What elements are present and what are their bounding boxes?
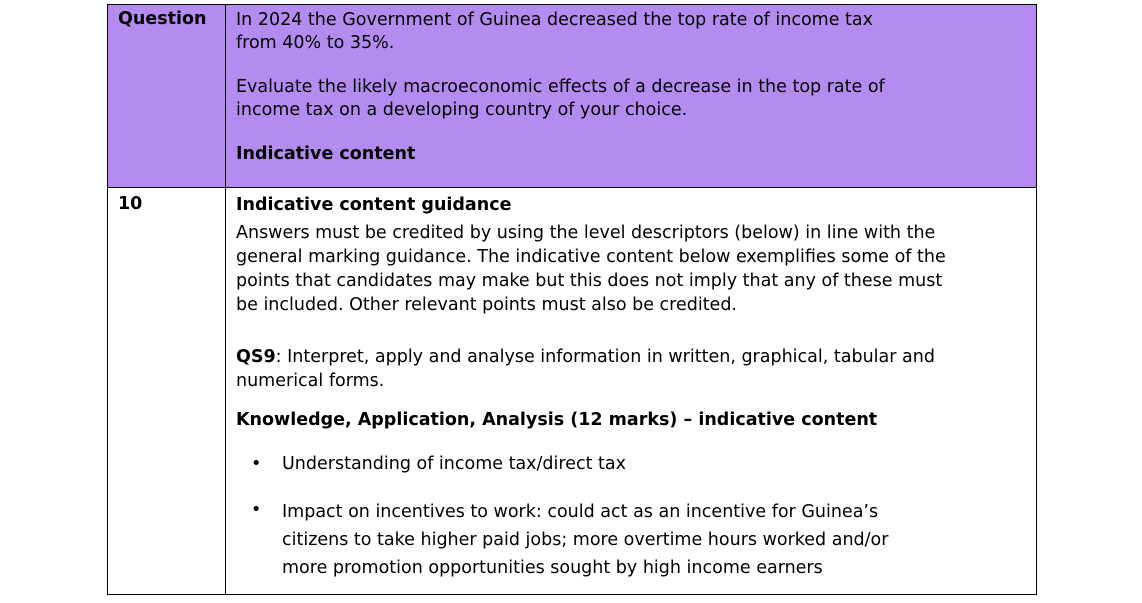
list-item <box>236 452 1026 477</box>
guidance-line-4: be included. Other relevant points must also be credited. <box>236 294 737 315</box>
bullet-text-line-2: citizens to take higher paid jobs; more overtime hours worked and/or <box>282 529 889 550</box>
kaa-heading: Knowledge, Application, Analysis (12 marks) – indicative content <box>236 409 878 430</box>
guidance-heading: Indicative content guidance <box>236 195 512 215</box>
question-text-line-1: In 2024 the Government of Guinea decreased the top rate of income tax <box>236 10 873 30</box>
question-label: Question <box>108 5 226 187</box>
guidance-line-3: points that candidates may make but this does not imply that any of these must <box>236 270 943 291</box>
guidance-line-2: general marking guidance. The indicative content below exemplifies some of the <box>236 246 946 267</box>
qs-line-2: numerical forms. <box>236 370 385 391</box>
list-item <box>236 498 1026 582</box>
bullet-text-line-3: more promotion opportunities sought by high income earners <box>282 557 823 578</box>
evaluate-text-line-2: income tax on a developing country of your choice. <box>236 99 688 120</box>
qs-label: QS9 <box>236 346 276 367</box>
indicative-content-heading: Indicative content <box>236 144 416 164</box>
question-content <box>226 5 1036 187</box>
indicative-bullet-list <box>236 452 1026 582</box>
bullet-icon: • <box>251 453 262 474</box>
bullet-icon: • <box>251 499 262 520</box>
bullet-text: Understanding of income tax/direct tax <box>282 453 626 474</box>
answer-guidance <box>226 188 1036 594</box>
question-text-line-2: from 40% to 35%. <box>236 32 395 53</box>
question-header-row <box>108 5 1036 188</box>
mark-scheme-table <box>107 4 1037 595</box>
qs-text: : Interpret, apply and analyse information in written, graphical, tabular and <box>275 346 935 367</box>
question-number: 10 <box>108 188 226 594</box>
qs-line-1 <box>236 345 1026 369</box>
bullet-text-line-1: Impact on incentives to work: could act as an incentive for Guinea’s <box>282 501 879 522</box>
evaluate-text-line-1: Evaluate the likely macroeconomic effects of a decrease in the top rate of <box>236 77 885 97</box>
guidance-line-1: Answers must be credited by using the level descriptors (below) in line with the <box>236 222 936 243</box>
question-body-row <box>108 188 1036 594</box>
